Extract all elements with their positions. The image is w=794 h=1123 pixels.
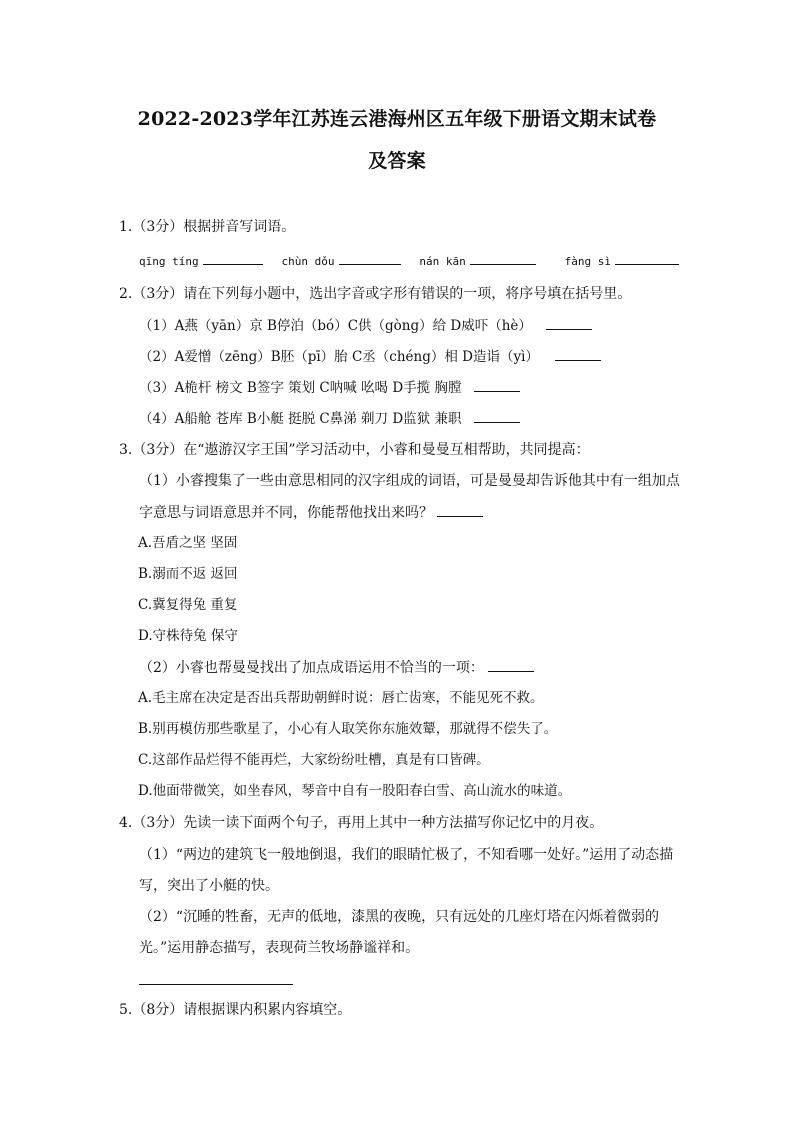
question-3-sub1-line1: （1）小睿搜集了一些由意思相同的汉字组成的词语，可是曼曼却告诉他其中有一组加点 xyxy=(139,473,680,489)
answer-blank[interactable] xyxy=(488,657,534,672)
answer-blank[interactable] xyxy=(474,377,520,392)
question-3-sub2 xyxy=(139,657,534,678)
answer-blank-2[interactable] xyxy=(339,250,401,265)
q3-sub2-option-b: B.别再模仿那些歌星了，小心有人取笑你东施效颦，那就得不偿失了。 xyxy=(138,721,558,737)
q3-option-b: B.溺而不返 返回 xyxy=(138,566,238,582)
answer-blank[interactable] xyxy=(437,502,483,517)
question-2-item-4 xyxy=(139,408,520,429)
question-1-pinyin-row xyxy=(139,250,679,272)
q3-option-c: C.冀复得兔 重复 xyxy=(138,597,238,613)
answer-blank[interactable] xyxy=(474,408,520,423)
pinyin-2: chùn dǒu xyxy=(281,255,335,268)
q3-option-d: D.守株待兔 保守 xyxy=(138,628,238,644)
pinyin-3: nán kān xyxy=(419,255,466,268)
question-4-stem: 4.（3分）先读一读下面两个句子，再用上其中一种方法描写你记忆中的月夜。 xyxy=(119,815,604,831)
answer-blank[interactable] xyxy=(555,346,601,361)
exam-title-line2: 及答案 xyxy=(368,150,426,172)
question-2-stem: 2.（3分）请在下列每小题中，选出字音或字形有错误的一项，将序号填在括号里。 xyxy=(119,286,632,302)
sub2-text: （2）小睿也帮曼曼找出了加点成语运用不恰当的一项： xyxy=(139,660,484,676)
pinyin-4: fàng sì xyxy=(564,255,612,268)
item-text: （3）A桅杆 榜文 B签字 策划 C呐喊 吆喝 D手揽 胸膛 xyxy=(139,380,462,396)
question-4-sentence1-line2: 写，突出了小艇的快。 xyxy=(139,878,279,894)
question-1-stem: 1.（3分）根据拼音写词语。 xyxy=(119,219,296,235)
question-4-answer-line[interactable] xyxy=(139,984,293,985)
question-4-sentence2-line1: （2）“沉睡的牲畜，无声的低地，漆黑的夜晚，只有远处的几座灯塔在闪烁着微弱的 xyxy=(139,909,660,925)
answer-blank[interactable] xyxy=(546,315,592,330)
question-3-stem: 3.（3分）在“遨游汉字王国”学习活动中，小睿和曼曼互相帮助，共同提高： xyxy=(119,442,590,458)
q3-sub2-option-a: A.毛主席在决定是否出兵帮助朝鲜时说：唇亡齿寒，不能见死不救。 xyxy=(138,690,544,706)
q3-sub2-option-d: D.他面带微笑，如坐春风，琴音中自有一股阳春白雪、高山流水的味道。 xyxy=(138,783,572,799)
question-2-item-1 xyxy=(139,315,592,336)
exam-title-line1: 2022-2023学年江苏连云港海州区五年级下册语文期末试卷 xyxy=(137,108,657,130)
question-4-sentence1-line1: （1）“两边的建筑飞一般地倒退，我们的眼睛忙极了，不知看哪一处好。”运用了动态描 xyxy=(139,847,674,863)
question-2-item-3 xyxy=(139,377,520,398)
answer-blank-1[interactable] xyxy=(203,250,263,265)
answer-blank-3[interactable] xyxy=(470,250,536,265)
question-3-sub1-line2 xyxy=(139,502,483,523)
item-text: （2）A爱憎（zēng）B胚（pī）胎 C丞（chéng）相 D造诣（yì） xyxy=(139,349,539,365)
item-text: （4）A船舱 苍库 B小艇 挺脱 C鼻涕 剃刀 D监狱 兼职 xyxy=(139,411,462,427)
question-2-item-2 xyxy=(139,346,601,367)
q3-option-a: A.吾盾之坚 坚固 xyxy=(138,535,238,551)
answer-blank-4[interactable] xyxy=(615,250,679,265)
item-text: （1）A燕（yān）京 B停泊（bó）C供（gòng）给 D威吓（hè） xyxy=(139,318,532,334)
q3-sub2-option-c: C.这部作品烂得不能再烂，大家纷纷吐槽，真是有口皆碑。 xyxy=(138,752,490,768)
sub1-text: 字意思与词语意思并不同，你能帮他找出来吗？ xyxy=(139,505,433,521)
question-4-sentence2-line2: 光。”运用静态描写，表现荷兰牧场静谧祥和。 xyxy=(139,940,420,956)
question-5-stem: 5.（8分）请根据课内积累内容填空。 xyxy=(119,1002,352,1018)
pinyin-1: qīng tíng xyxy=(139,255,199,268)
